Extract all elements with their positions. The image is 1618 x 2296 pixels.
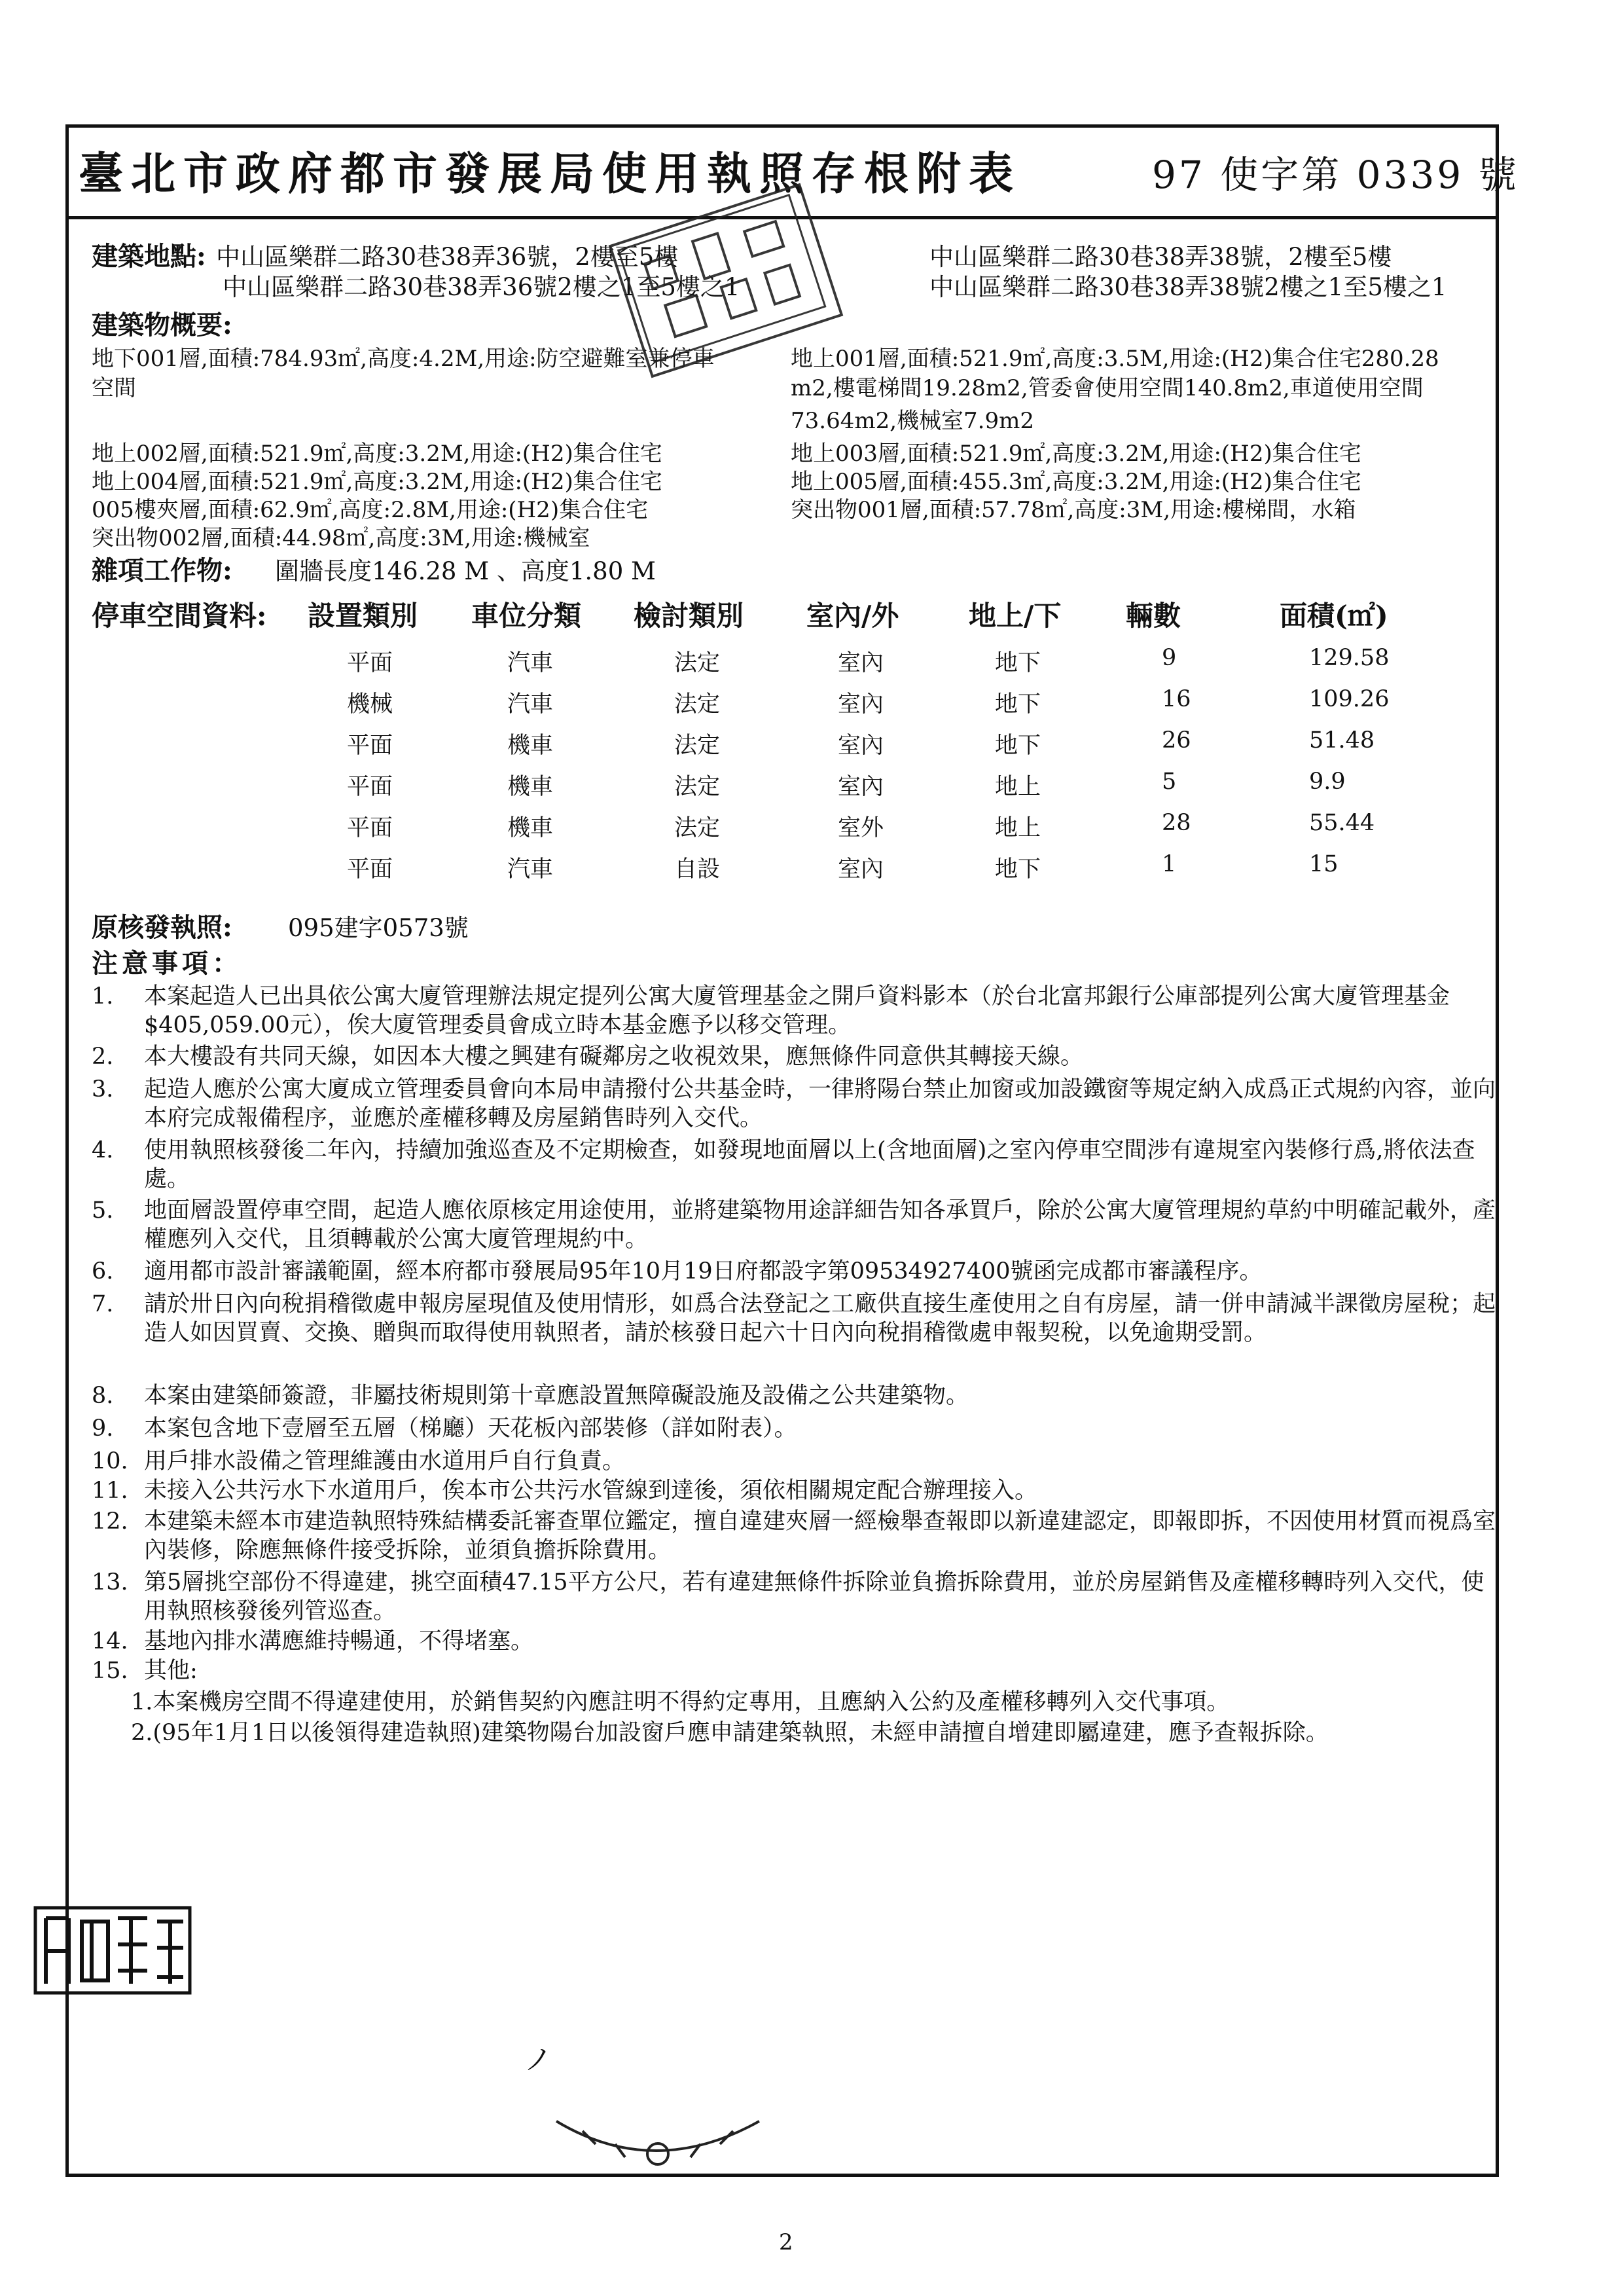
parking-cell: 地下 [995, 733, 1041, 759]
note-text: 本案包含地下壹層至五層（梯廳）天花板內部裝修（詳如附表）。 [144, 1415, 797, 1442]
overview-left-line: 空間 [92, 375, 136, 401]
parking-cell: 5 [1162, 769, 1177, 795]
parking-cell: 法定 [674, 774, 721, 800]
parking-cell: 地下 [995, 650, 1041, 676]
parking-cell: 法定 [674, 815, 721, 841]
note-text: 請於卅日內向稅捐稽徵處申報房屋現值及使用情形，如爲合法登記之工廠供直接生產使用之自有房屋，請一併申請減半課徵房屋稅；起造人如因買賣、交換、贈與而取得使用執照者，請於核發日起六十日內向稅捐稽徵處申報契稅，以免逾期受罰。 [144, 1291, 1496, 1346]
note-number: 13. [92, 1569, 128, 1595]
note-number: 15. [92, 1658, 128, 1684]
overview-left-line: 地上004層,面積:521.9㎡,高度:3.2M,用途:(H2)集合住宅 [92, 469, 662, 495]
other-note-item: 1.本案機房空間不得違建使用，於銷售契約內應註明不得約定專用，且應納入公約及產權移轉列入交代事項。 [131, 1689, 1230, 1715]
parking-cell: 機車 [507, 733, 554, 759]
note-text: 本大樓設有共同天線，如因本大樓之興建有礙鄰房之收視效果，應無條件同意供其轉接天線。 [144, 1044, 1084, 1070]
site-right-line2: 中山區樂群二路30巷38弄38號2樓之1至5樓之1 [929, 273, 1447, 301]
parking-cell: 室內 [838, 733, 884, 759]
overview-right-line: 地上001層,面積:521.9㎡,高度:3.5M,用途:(H2)集合住宅280.28 [791, 346, 1439, 372]
note-number: 9. [92, 1415, 114, 1442]
parking-cell: 汽車 [507, 691, 554, 718]
overview-right-line: 73.64m2,機械室7.9m2 [791, 408, 1034, 434]
parking-cell: 109.26 [1309, 686, 1390, 712]
overview-right-line: 地上003層,面積:521.9㎡,高度:3.2M,用途:(H2)集合住宅 [791, 441, 1361, 467]
note-text: 其他: [144, 1658, 198, 1684]
note-number: 6. [92, 1258, 114, 1285]
parking-cell: 51.48 [1309, 727, 1375, 754]
note-text: 第5層挑空部份不得違建，挑空面積47.15平方公尺，若有違建無條件拆除並負擔拆除費用，並於房屋銷售及產權移轉時列入交代，使用執照核發後列管巡查。 [144, 1569, 1484, 1624]
parking-header: 車位分類 [471, 600, 582, 632]
parking-cell: 平面 [347, 856, 393, 883]
note-text: 本案由建築師簽證，非屬技術規則第十章應設置無障礙設施及設備之公共建築物。 [144, 1383, 969, 1409]
government-seal-icon [33, 1905, 193, 1997]
parking-cell: 法定 [674, 650, 721, 676]
note-number: 1. [92, 983, 114, 1010]
parking-cell: 平面 [347, 774, 393, 800]
note-text: 本案起造人已出具依公寓大廈管理辦法規定提列公寓大廈管理基金之開戶資料影本（於台北富邦銀行公庫部提列公寓大廈管理基金$405,059.00元），俟大廈管理委員會成立時本基金應予以移交管理。 [144, 983, 1450, 1038]
parking-cell: 機車 [507, 815, 554, 841]
parking-cell: 55.44 [1309, 810, 1375, 836]
other-note-item: 2.(95年1月1日以後領得建造執照)建築物陽台加設窗戶應申請建築執照，未經申請擅自增建即屬違建，應予查報拆除。 [131, 1720, 1329, 1746]
note-text: 使用執照核發後二年內，持續加強巡查及不定期檢查，如發現地面層以上(含地面層)之室內停車空間涉有違規室內裝修行爲,將依法查處。 [144, 1137, 1475, 1192]
parking-cell: 汽車 [507, 650, 554, 676]
parking-cell: 機車 [507, 774, 554, 800]
parking-cell: 地下 [995, 856, 1041, 883]
parking-cell: 室內 [838, 856, 884, 883]
overview-left-line: 地下001層,面積:784.93㎡,高度:4.2M,用途:防空避難室兼停車 [92, 346, 715, 372]
parking-cell: 平面 [347, 650, 393, 676]
note-number: 2. [92, 1044, 114, 1070]
parking-cell: 9 [1162, 645, 1177, 671]
parking-header: 檢討類別 [634, 600, 744, 632]
bottom-stamp [543, 2095, 772, 2187]
parking-cell: 129.58 [1309, 645, 1390, 671]
site-left-line1: 中山區樂群二路30巷38弄36號，2樓至5樓 [216, 243, 679, 271]
parking-header: 地上/下 [969, 600, 1062, 632]
parking-cell: 室內 [838, 774, 884, 800]
misc-value: 圍牆長度146.28 M 、高度1.80 M [275, 557, 656, 585]
parking-label: 停車空間資料: [92, 600, 267, 632]
note-number: 11. [92, 1478, 128, 1504]
note-number: 3. [92, 1076, 114, 1102]
parking-cell: 平面 [347, 815, 393, 841]
parking-cell: 法定 [674, 733, 721, 759]
overview-right-line: m2,樓電梯間19.28m2,管委會使用空間140.8m2,車道使用空間 [791, 375, 1424, 401]
site-right-line1: 中山區樂群二路30巷38弄38號，2樓至5樓 [929, 243, 1392, 271]
overview-left-line: 突出物002層,面積:44.98㎡,高度:3M,用途:機械室 [92, 525, 590, 551]
parking-header: 輛數 [1126, 600, 1181, 632]
note-text: 未接入公共污水下水道用戶，俟本市公共污水管線到達後，須依相關規定配合辦理接入。 [144, 1478, 1038, 1504]
overview-left-line: 005樓夾層,面積:62.9㎡,高度:2.8M,用途:(H2)集合住宅 [92, 497, 649, 523]
original-permit-value: 095建字0573號 [288, 914, 469, 942]
note-text: 起造人應於公寓大廈成立管理委員會向本局申請撥付公共基金時，一律將陽台禁止加窗或加設鐵窗等規定納入成爲正式規約內容，並向本府完成報備程序，並應於產權移轉及房屋銷售時列入交代。 [144, 1076, 1496, 1131]
document-title: 臺北市政府都市發展局使用執照存根附表 [79, 148, 1022, 200]
overview-right-line: 地上005層,面積:455.3㎡,高度:3.2M,用途:(H2)集合住宅 [791, 469, 1361, 495]
parking-cell: 法定 [674, 691, 721, 718]
overview-label: 建築物概要: [92, 310, 232, 340]
overview-left-line: 地上002層,面積:521.9㎡,高度:3.2M,用途:(H2)集合住宅 [92, 441, 662, 467]
parking-cell: 機械 [347, 691, 393, 718]
site-label: 建築地點: [92, 241, 206, 272]
note-number: 4. [92, 1137, 114, 1163]
parking-cell: 28 [1162, 810, 1191, 836]
note-number: 8. [92, 1383, 114, 1409]
parking-header: 室內/外 [806, 600, 899, 632]
parking-cell: 地上 [995, 774, 1041, 800]
parking-cell: 26 [1162, 727, 1191, 754]
notes-label: 注意事項： [92, 948, 242, 979]
parking-cell: 室內 [838, 691, 884, 718]
overview-right-line: 突出物001層,面積:57.78㎡,高度:3M,用途:樓梯間，水箱 [791, 497, 1356, 523]
note-number: 12. [92, 1508, 128, 1535]
parking-header: 設置類別 [308, 600, 418, 632]
parking-header: 面積(㎡) [1280, 600, 1388, 632]
bottom-stamp-icon [543, 2095, 772, 2187]
parking-cell: 16 [1162, 686, 1191, 712]
parking-cell: 地下 [995, 691, 1041, 718]
parking-cell: 9.9 [1309, 769, 1346, 795]
permit-number: 97 使字第 0339 號 [1152, 153, 1519, 197]
misc-label: 雜項工作物: [92, 555, 232, 586]
note-text: 用戶排水設備之管理維護由水道用戶自行負責。 [144, 1448, 626, 1474]
note-number: 14. [92, 1628, 128, 1654]
parking-cell: 平面 [347, 733, 393, 759]
note-text: 地面層設置停車空間，起造人應依原核定用途使用，並將建築物用途詳細告知各承買戶，除於公寓大廈管理規約草約中明確記載外，產權應列入交代，且須轉載於公寓大廈管理規約中。 [144, 1197, 1496, 1252]
parking-cell: 室內 [838, 650, 884, 676]
note-text: 基地內排水溝應維持暢通，不得堵塞。 [144, 1628, 534, 1654]
handwritten-mark: ノ [524, 2043, 552, 2077]
note-text: 適用都市設計審議範圍，經本府都市發展局95年10月19日府都設字第09534927400號函完成都市審議程序。 [144, 1258, 1263, 1285]
note-number: 7. [92, 1291, 114, 1317]
original-permit-label: 原核發執照: [92, 912, 232, 943]
parking-cell: 自設 [674, 856, 721, 883]
page-number: 2 [779, 2229, 793, 2255]
parking-cell: 地上 [995, 815, 1041, 841]
parking-cell: 室外 [838, 815, 884, 841]
parking-cell: 汽車 [507, 856, 554, 883]
note-number: 10. [92, 1448, 128, 1474]
parking-cell: 15 [1309, 851, 1339, 877]
site-left-line2: 中山區樂群二路30巷38弄36號2樓之1至5樓之1 [223, 273, 740, 301]
government-seal [33, 1905, 193, 1997]
note-text: 本建築未經本市建造執照特殊結構委託審查單位鑑定，擅自違建夾層一經檢舉查報即以新違建認定，即報即拆，不因使用材質而視爲室內裝修，除應無條件接受拆除，並須負擔拆除費用。 [144, 1508, 1496, 1563]
parking-cell: 1 [1162, 851, 1177, 877]
note-number: 5. [92, 1197, 114, 1224]
